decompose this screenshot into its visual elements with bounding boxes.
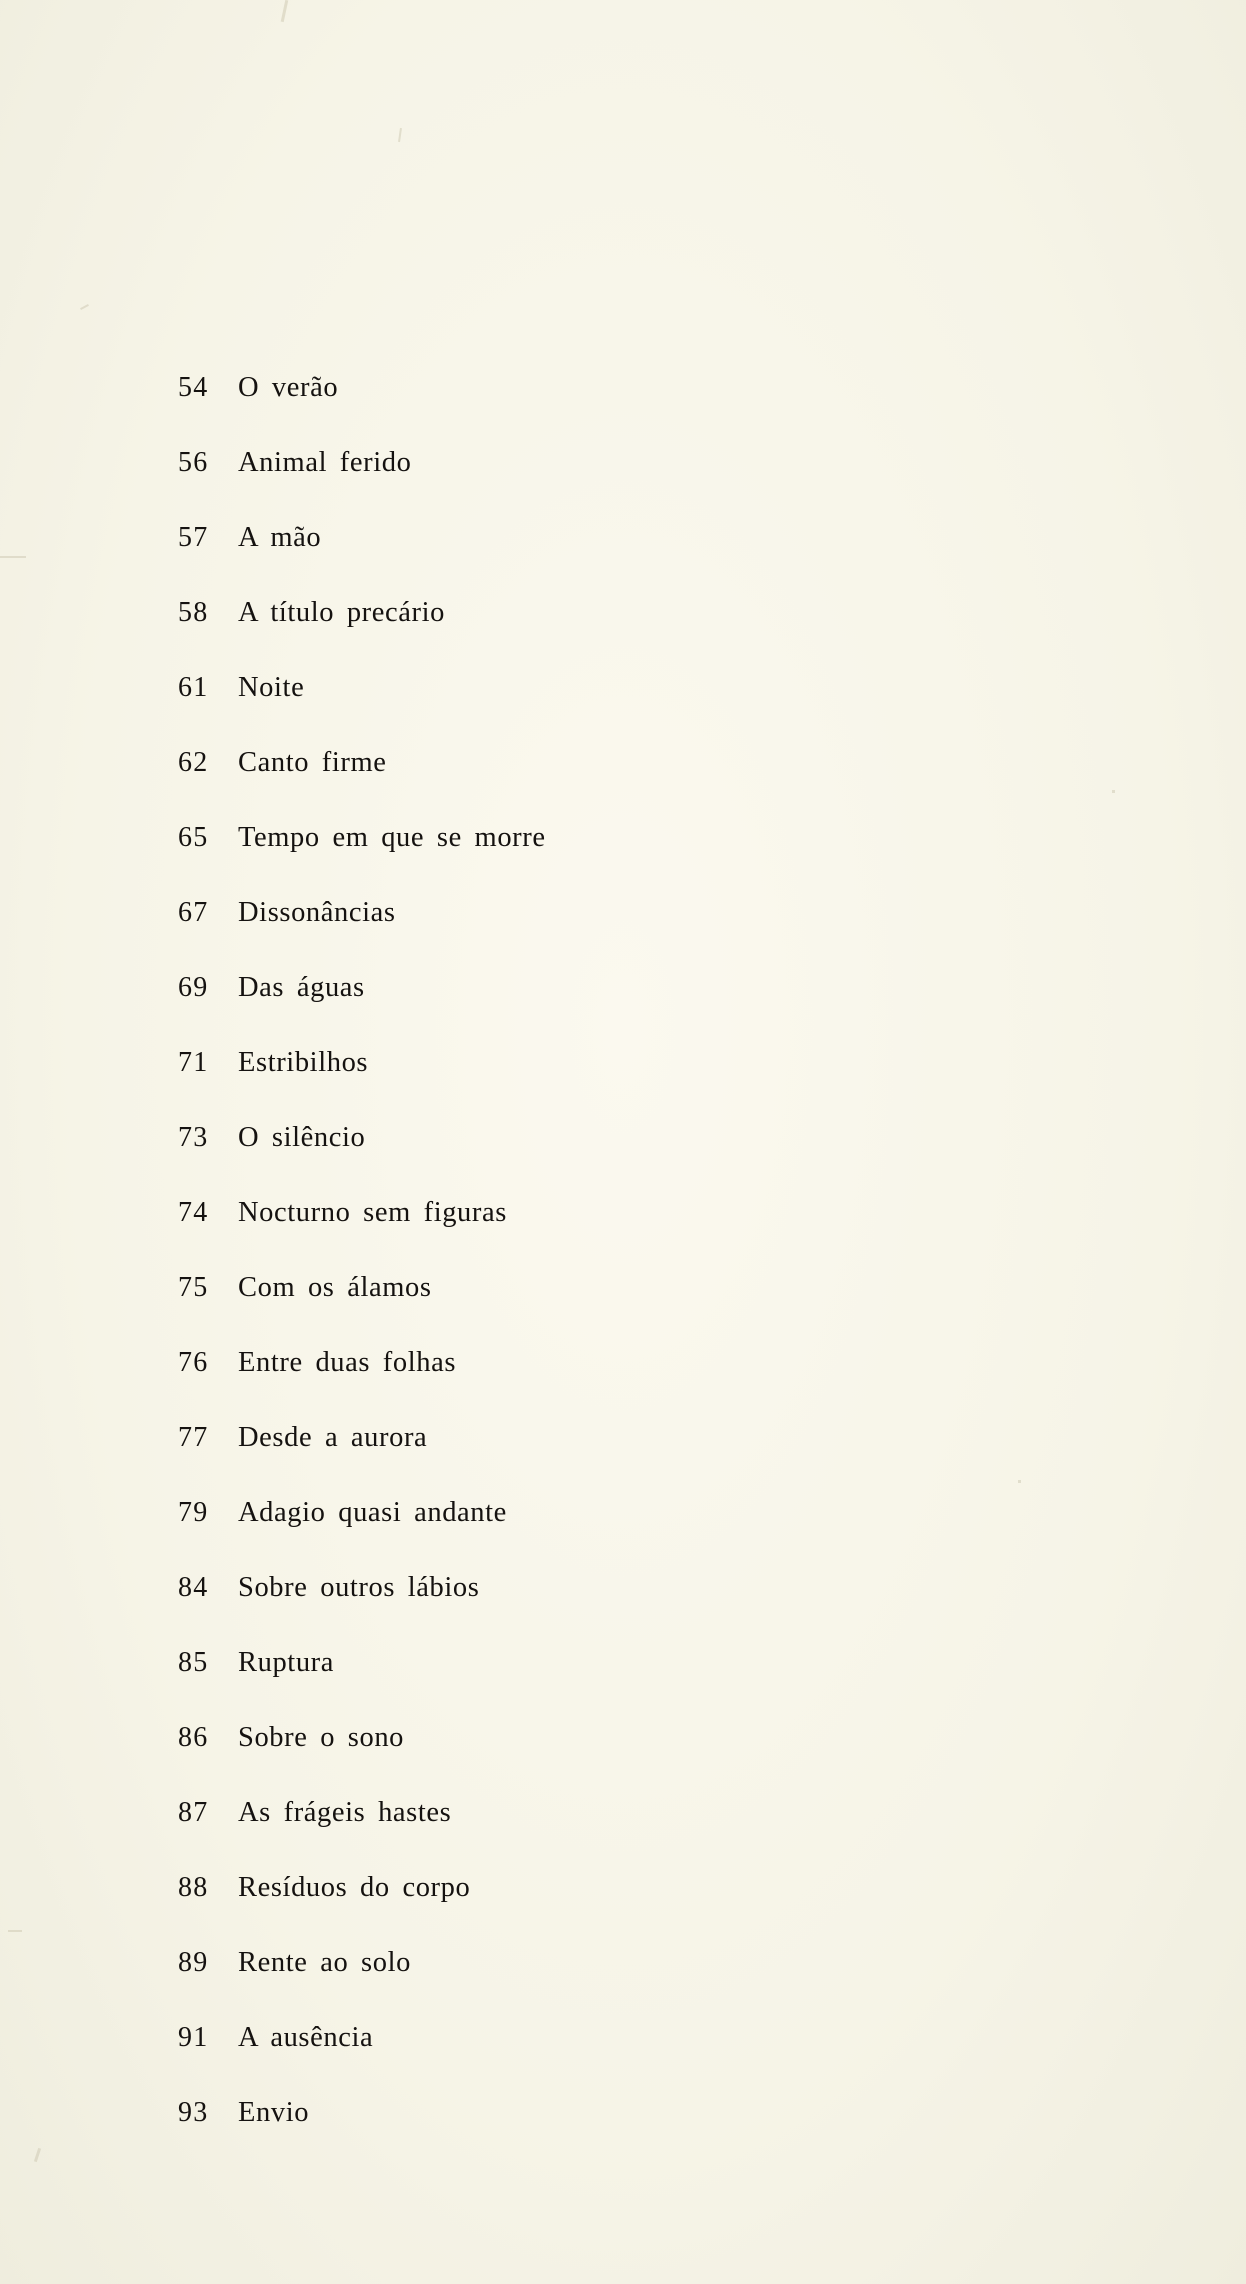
toc-entry[interactable] [178, 972, 878, 1047]
toc-page-number: 61 [178, 672, 209, 703]
toc-entry[interactable] [178, 1797, 878, 1872]
toc-entry[interactable] [178, 1872, 878, 1947]
toc-page-number: 73 [178, 1122, 209, 1153]
toc-entry-title: Tempo em que se morre [238, 822, 546, 853]
toc-page-number: 76 [178, 1347, 209, 1378]
toc-entry-title: Envio [238, 2097, 310, 2128]
toc-entry[interactable] [178, 747, 878, 822]
toc-entry-title: As frágeis hastes [238, 1797, 452, 1828]
toc-page-number: 79 [178, 1497, 209, 1528]
toc-entry-title: Ruptura [238, 1647, 335, 1678]
toc-page-number: 65 [178, 822, 209, 853]
toc-entry[interactable] [178, 522, 878, 597]
toc-entry-title: Entre duas folhas [238, 1347, 457, 1378]
toc-page-number: 84 [178, 1572, 209, 1603]
toc-entry-title: O silêncio [238, 1122, 366, 1153]
toc-entry-title: Das águas [238, 972, 365, 1003]
toc-entry[interactable] [178, 672, 878, 747]
toc-entry-title: Sobre outros lábios [238, 1572, 480, 1603]
toc-page-number: 71 [178, 1047, 209, 1078]
toc-page-number: 87 [178, 1797, 209, 1828]
toc-page-number: 57 [178, 522, 209, 553]
toc-entry-title: Sobre o sono [238, 1722, 405, 1753]
toc-entry-title: Animal ferido [238, 447, 412, 478]
toc-page-number: 74 [178, 1197, 209, 1228]
toc-entry[interactable] [178, 1647, 878, 1722]
toc-entry[interactable] [178, 1572, 878, 1647]
toc-page-number: 91 [178, 2022, 209, 2053]
toc-entry-title: Noite [238, 672, 305, 703]
toc-entry-title: Estribilhos [238, 1047, 369, 1078]
toc-page-number: 75 [178, 1272, 209, 1303]
toc-entry-title: Com os álamos [238, 1272, 432, 1303]
toc-entry[interactable] [178, 897, 878, 972]
toc-page-number: 86 [178, 1722, 209, 1753]
toc-entry-title: A título precário [238, 597, 445, 628]
toc-entry[interactable] [178, 597, 878, 672]
toc-page-number: 93 [178, 2097, 209, 2128]
toc-entry[interactable] [178, 1272, 878, 1347]
toc-page-number: 69 [178, 972, 209, 1003]
toc-page-number: 85 [178, 1647, 209, 1678]
toc-entry[interactable] [178, 372, 878, 447]
toc-entry[interactable] [178, 447, 878, 522]
toc-entry[interactable] [178, 1122, 878, 1197]
toc-entry[interactable] [178, 2097, 878, 2172]
toc-page-number: 56 [178, 447, 209, 478]
toc-entry-title: A ausência [238, 2022, 374, 2053]
toc-page-number: 89 [178, 1947, 209, 1978]
toc-entry-title: A mão [238, 522, 322, 553]
toc-page-number: 62 [178, 747, 209, 778]
toc-entry-title: Dissonâncias [238, 897, 396, 928]
toc-page-number: 77 [178, 1422, 209, 1453]
toc-page-number: 88 [178, 1872, 209, 1903]
paper-speck [1112, 790, 1115, 793]
toc-entry[interactable] [178, 1497, 878, 1572]
toc-entry-title: Adagio quasi andante [238, 1497, 507, 1528]
toc-entry-title: Canto firme [238, 747, 387, 778]
toc-entry[interactable] [178, 1347, 878, 1422]
toc-page-number: 67 [178, 897, 209, 928]
toc-entry[interactable] [178, 1047, 878, 1122]
toc-entry-title: O verão [238, 372, 339, 403]
paper-speck [1018, 1480, 1021, 1483]
toc-entry[interactable] [178, 1197, 878, 1272]
toc-entry[interactable] [178, 1722, 878, 1797]
toc-entry[interactable] [178, 2022, 878, 2097]
toc-entry-title: Resíduos do corpo [238, 1872, 471, 1903]
toc-entry-title: Desde a aurora [238, 1422, 428, 1453]
toc-entry[interactable] [178, 1947, 878, 2022]
toc-entry[interactable] [178, 822, 878, 897]
toc-entry-title: Rente ao solo [238, 1947, 411, 1978]
paper-speck [0, 556, 26, 558]
toc-page-number: 58 [178, 597, 209, 628]
toc-page-number: 54 [178, 372, 209, 403]
toc-entry-title: Nocturno sem figuras [238, 1197, 507, 1228]
paper-speck [8, 1930, 22, 1932]
toc-entry[interactable] [178, 1422, 878, 1497]
table-of-contents [178, 372, 878, 2172]
